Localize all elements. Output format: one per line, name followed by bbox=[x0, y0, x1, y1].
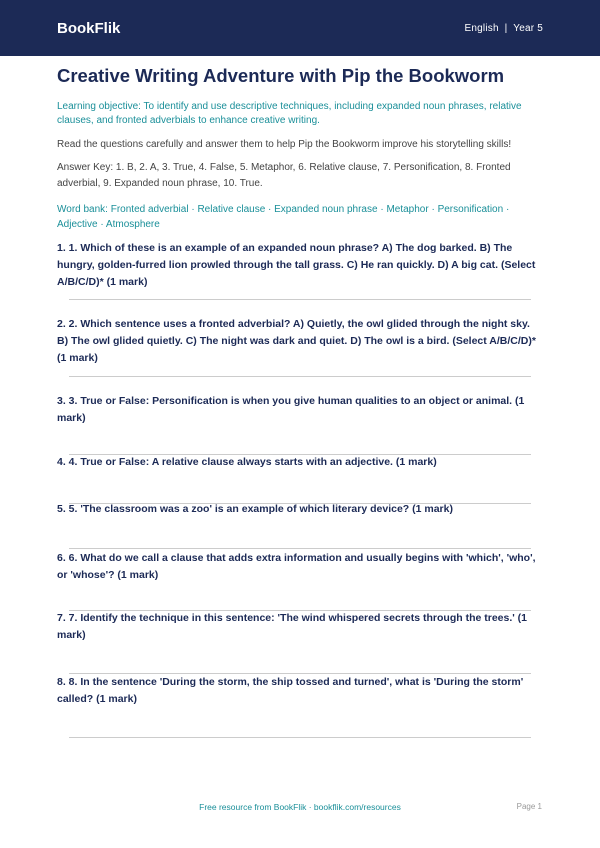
question-3: 3. 3. True or False: Personification is when you give human qualities to an object or animal. (1 mark) bbox=[57, 395, 525, 424]
question-6: 6. 6. What do we call a clause that adds extra information and usually begins with 'which', 'who', or 'whose'? (1 mark) bbox=[57, 552, 536, 581]
instructions: Read the questions carefully and answer them to help Pip the Bookworm improve his storytelling skills! bbox=[57, 139, 512, 150]
answer-key: Answer Key: 1. B, 2. A, 3. True, 4. False, 5. Metaphor, 6. Relative clause, 7. Personification, 8. Fronted adverbial, 9. Expanded noun phrase, 10. True. bbox=[57, 162, 511, 189]
answer-line-5[interactable] bbox=[69, 548, 531, 549]
question-8: 8. 8. In the sentence 'During the storm, the ship tossed and turned', what is 'During the storm' called? (1 mark) bbox=[57, 676, 524, 705]
subject-year-label: English | Year 5 bbox=[464, 22, 543, 34]
answer-line-2[interactable] bbox=[69, 376, 531, 377]
answer-line-1[interactable] bbox=[69, 299, 531, 300]
worksheet-title: Creative Writing Adventure with Pip the Bookworm bbox=[57, 65, 505, 86]
question-5: 5. 5. 'The classroom was a zoo' is an example of which literary device? (1 mark) bbox=[57, 503, 453, 515]
question-7: 7. 7. Identify the technique in this sentence: 'The wind whispered secrets through the trees.' (1 mark) bbox=[57, 612, 528, 641]
question-4: 4. 4. True or False: A relative clause always starts with an adjective. (1 mark) bbox=[57, 456, 437, 468]
answer-line-8[interactable] bbox=[69, 737, 531, 738]
worksheet-intro bbox=[57, 63, 543, 232]
page-number: Page 1 bbox=[516, 802, 542, 811]
word-bank: Word bank: Fronted adverbial · Relative clause · Expanded noun phrase · Metaphor · Personification · Adjective · Atmosphere bbox=[57, 204, 510, 230]
page-header bbox=[0, 0, 600, 56]
footer-source-link[interactable]: Free resource from BookFlik · bookflik.com/resources bbox=[199, 802, 401, 812]
question-2: 2. 2. Which sentence uses a fronted adverbial? A) Quietly, the owl glided through the night sky. B) The owl glided quietly. C) The night was dark and quiet. D) The owl is a bird. (Select A/B/C/D)* (1 mark) bbox=[57, 318, 536, 364]
question-1: 1. 1. Which of these is an example of an expanded noun phrase? A) The dog barked. B) The hungry, golden-furred lion prowled through the tall grass. C) He ran quickly. D) A big cat. (Select A/B/C/D)* (1 mark) bbox=[57, 242, 536, 288]
learning-objective: Learning objective: To identify and use descriptive techniques, including expanded noun phrases, relative clauses, and fronted adverbials to enhance creative writing. bbox=[57, 101, 522, 126]
brand-logo-text: BookFlik bbox=[57, 19, 121, 37]
